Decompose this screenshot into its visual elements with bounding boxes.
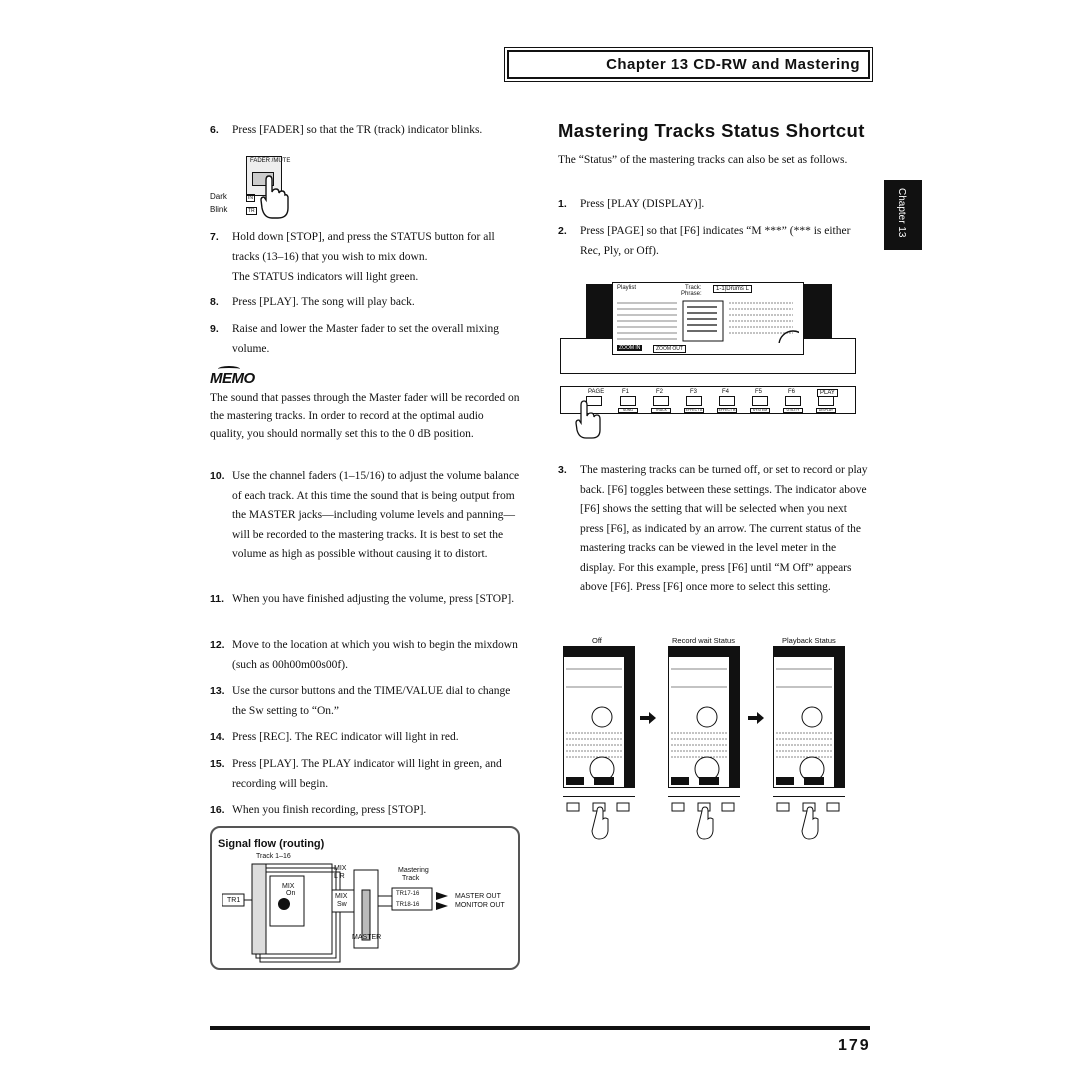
step-11: 11. When you have finished adjusting the volume, press [STOP]. [210, 593, 515, 605]
mastering-label: Mastering [398, 867, 429, 874]
function-button-strip [560, 386, 856, 414]
status-record-wait-buttons [668, 796, 740, 826]
status-off-panel [563, 646, 635, 788]
lcd-phrase: Phrase: [681, 291, 702, 297]
mix-box-label: MIX [282, 883, 295, 890]
track-range-label: Track 1–16 [256, 853, 291, 860]
status-playback-panel [773, 646, 845, 788]
memo-label: MEMO [210, 370, 255, 387]
memo-text: The sound that passes through the Master fader will be recorded on the mastering tracks. In order to record at the optimal audio quality, you should normally set this to the 0 dB position. [210, 392, 520, 440]
f1-button[interactable] [620, 396, 636, 406]
status-playback-buttons [773, 796, 845, 826]
status-record-wait-label: Record wait Status [672, 636, 735, 645]
tr-indicator: TR [248, 208, 255, 214]
master-fader-label: MASTER [352, 934, 382, 941]
step-7: 7. Hold down [STOP], and press the STATUS button for all tracks (13–16) that you wish to mix down. [210, 231, 495, 263]
device-left-bezel [586, 284, 614, 338]
pointing-hand-icon [574, 400, 602, 440]
page-number: 179 [838, 1037, 871, 1054]
status-off-buttons [563, 796, 635, 826]
song-button-name: SONG [618, 408, 638, 413]
monitor-out-label: MONITOR OUT [455, 902, 505, 909]
utility-button-name: UTILITY [783, 408, 803, 413]
in-indicator: IN [248, 195, 253, 201]
step-12: 12. Move to the location at which you wish to begin the mixdown (such as 00h00m00s00f). [210, 639, 518, 671]
lcd-zoom-in: ZOOM IN [619, 345, 641, 351]
f4-button-label: F4 [722, 389, 730, 395]
mix-top-label: MIX [334, 865, 347, 872]
lcd-playlist: Playlist [617, 285, 637, 291]
lcd-drums: 1-1|Drums L [713, 285, 752, 293]
arrow-right-icon [748, 712, 764, 724]
section-title: Mastering Tracks Status Shortcut [558, 120, 865, 141]
sw-label: Sw [337, 901, 347, 908]
step-13: 13. Use the cursor buttons and the TIME/VALUE dial to change the Sw setting to “On.” [210, 685, 511, 717]
blink-label: Blink [210, 205, 228, 214]
status-off-label: Off [592, 636, 602, 645]
pointing-hand-icon [258, 174, 290, 220]
effect-b-button-name: EFFECT B [718, 408, 736, 412]
f5-button[interactable] [752, 396, 768, 406]
track-button-name: TRACK [651, 408, 671, 413]
lr-label: L R [334, 873, 345, 880]
fader-mute-label: FADER /MUTE [250, 158, 291, 164]
step-10: 10. Use the channel faders (1–15/16) to adjust the volume balance of each track. At this time the sound that is being output from the MASTER jacks—including volume levels and panning—will be recorded to the mastering tracks. It is best to set the volume as high as possible without causing it to distort. [210, 470, 520, 560]
section-step-3: 3. The mastering tracks can be turned off, or set to record or play back. [F6] toggles between these settings. The indicator above [F6] shows the setting that will be selected when you next press [F6], as indicated by an arrow. The current status of the mastering tracks can be viewed in the level meter in the display. For this example, press [F6] until “M Off” appears above [F6]. Press [F6] once more to select this setting. [558, 464, 868, 593]
display-button-name: DISPLAY [816, 408, 836, 413]
device-lcd [612, 282, 804, 355]
chapter-side-tab: Chapter 13 [884, 180, 922, 250]
section-step-2: 2. Press [PAGE] so that [F6] indicates “M ***” (*** is either Rec, Ply, or Off). [558, 225, 851, 257]
step-9: 9. Raise and lower the Master fader to set the overall mixing volume. [210, 323, 499, 355]
f5-button-label: F5 [755, 389, 763, 395]
f6-button[interactable] [785, 396, 801, 406]
tr17-label: TR17-16 [396, 891, 420, 897]
footer-rule [210, 1026, 870, 1030]
f6-button-label: F6 [788, 389, 796, 395]
chapter-header: Chapter 13 CD-RW and Mastering [507, 50, 870, 79]
mix-sw-label: MIX [335, 893, 348, 900]
effect-a-button-name: EFFECT A [685, 408, 703, 412]
step-6: 6. Press [FADER] so that the TR (track) indicator blinks. [210, 124, 483, 136]
dark-label: Dark [210, 192, 227, 201]
status-note: The STATUS indicators will light green. [232, 271, 419, 283]
device-right-bezel [804, 284, 832, 338]
section-step-1: 1. Press [PLAY (DISPLAY)]. [558, 198, 705, 210]
fader-button-figure [208, 152, 298, 224]
status-playback-label: Playback Status [782, 636, 836, 645]
f2-button-label: F2 [656, 389, 664, 395]
play-button-label: PLAY [817, 389, 838, 397]
step-15: 15. Press [PLAY]. The PLAY indicator will light in green, and recording will begin. [210, 758, 502, 790]
lcd-track-grid [617, 299, 799, 343]
f3-button-label: F3 [690, 389, 698, 395]
f2-button[interactable] [653, 396, 669, 406]
tr18-label: TR18-16 [396, 902, 420, 908]
section-intro: The “Status” of the mastering tracks can also be set as follows. [558, 154, 848, 166]
f4-button[interactable] [719, 396, 735, 406]
lcd-zoom-out: ZOOM OUT [653, 345, 686, 353]
step-14: 14. Press [REC]. The REC indicator will light in red. [210, 731, 459, 743]
system-button-name: SYSTEM [750, 408, 770, 413]
signal-flow-graphic [222, 860, 512, 964]
lcd-track: Track: [685, 285, 702, 291]
page-button-label: PAGE [588, 389, 605, 395]
step-8: 8. Press [PLAY]. The song will play back. [210, 296, 415, 308]
f3-button[interactable] [686, 396, 702, 406]
signal-flow-title: Signal flow (routing) [218, 838, 325, 850]
status-record-wait-panel [668, 646, 740, 788]
step-16: 16. When you finish recording, press [STOP]. [210, 804, 427, 816]
arrow-right-icon [640, 712, 656, 724]
master-out-label: MASTER OUT [455, 893, 501, 900]
tr1-label: TR1 [227, 897, 241, 904]
on-label: On [286, 890, 296, 897]
f1-button-label: F1 [622, 389, 630, 395]
mastering-track-label: Track [402, 875, 420, 882]
play-button[interactable] [818, 396, 834, 406]
